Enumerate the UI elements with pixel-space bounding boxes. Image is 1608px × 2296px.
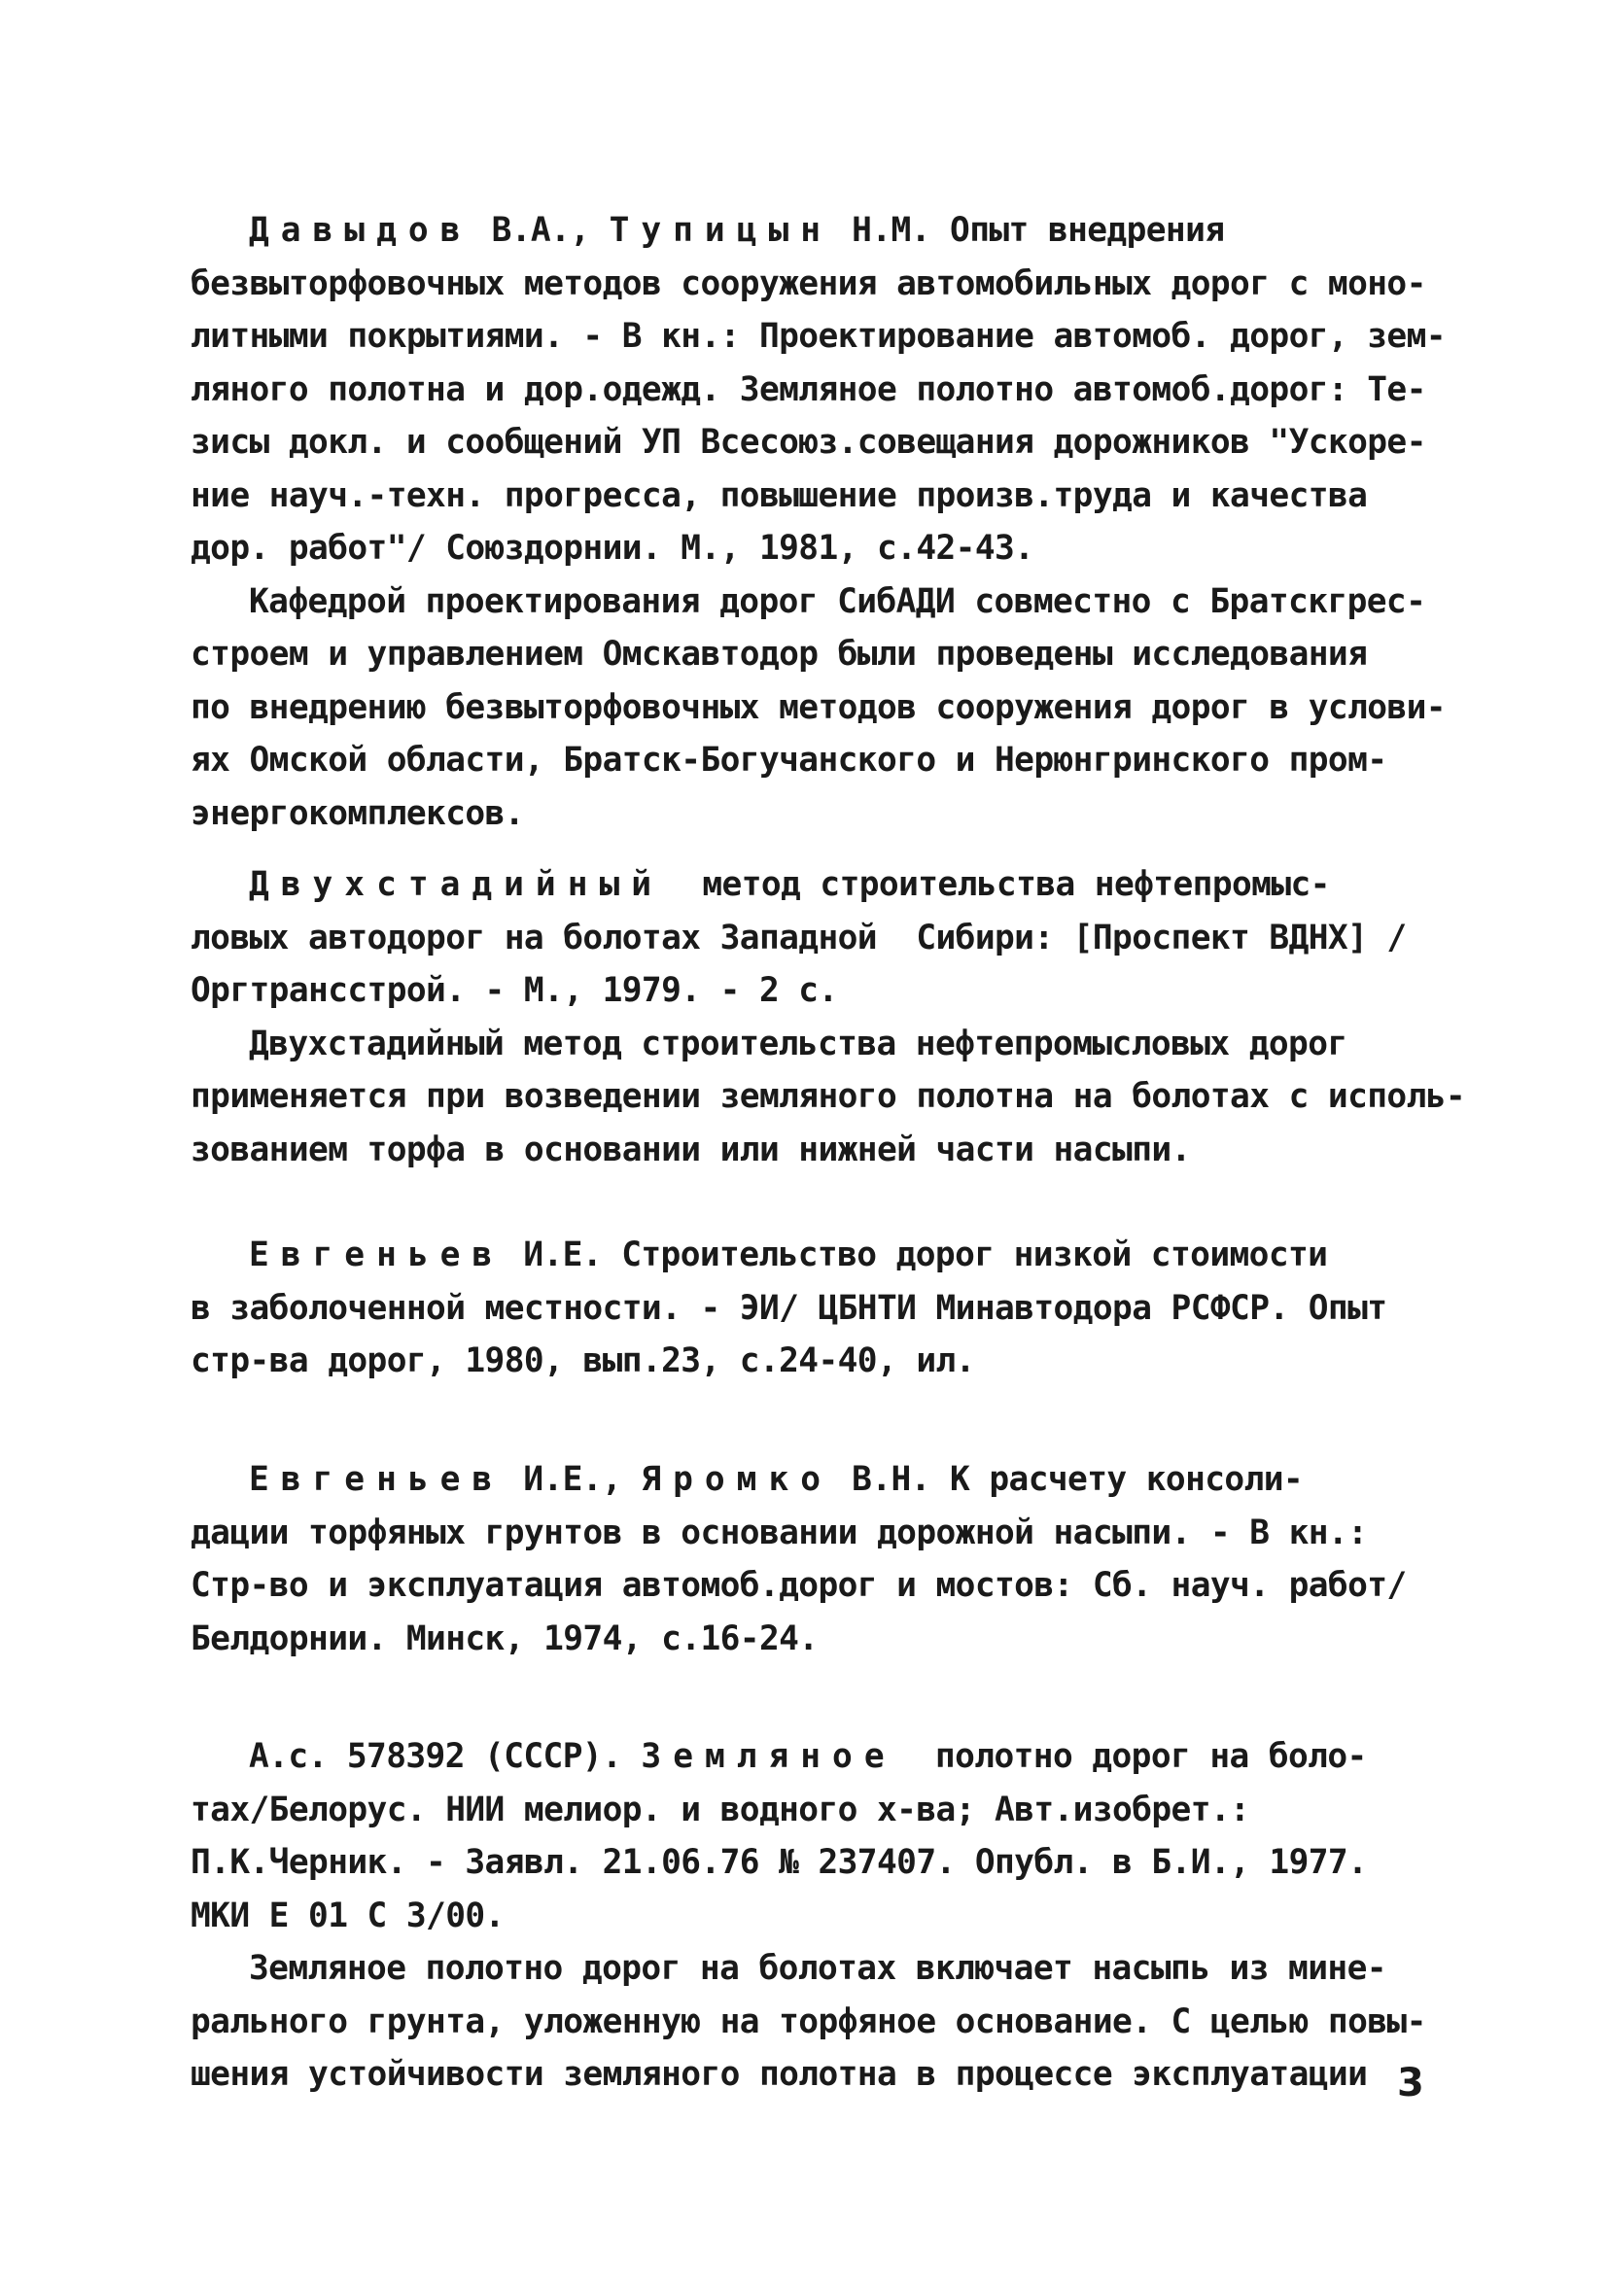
citation-line <box>191 1453 1484 1507</box>
citation-line: ляного полотна и дор.одежд. Земляное полотно автомоб.дорог: Те- <box>191 369 1426 409</box>
annotation-line: ях Омской области, Братск-Богучанского и Нерюнгринского пром- <box>191 741 1387 780</box>
annotation-line: энергокомплексов. <box>191 793 524 833</box>
annotation-line: Кафедрой проектирования дорог СибАДИ совместно с Братскгрес- <box>249 581 1426 621</box>
annotation-line: применяется при возведении земляного полотна на болотах с исполь- <box>191 1077 1466 1116</box>
author-name: Яромко <box>641 1460 832 1499</box>
citation-text: полотно дорог на боло- <box>895 1737 1367 1776</box>
citation-text: А.с. 578392 (СССР). <box>249 1737 642 1776</box>
title-word: Двухстадийный <box>249 865 664 904</box>
annotation-line: Двухстадийный метод строительства нефтепромысловых дорог <box>249 1024 1347 1063</box>
bibliography-entry <box>191 858 1484 1176</box>
bibliography-entry <box>191 204 1484 840</box>
citation-line: ние науч.-техн. прогресса, повышение произв.труда и качества <box>191 475 1368 515</box>
annotation-line: рального грунта, уложенную на торфяное основание. С целью повы- <box>191 2001 1426 2041</box>
annotation-line: шения устойчивости земляного полотна в процессе эксплуатации <box>191 2055 1368 2094</box>
citation-text: И.Е., <box>504 1460 642 1499</box>
title-word: Земляное <box>641 1737 896 1776</box>
citation-line: Стр-во и эксплуатация автомоб.дорог и мостов: Сб. науч. работ/ <box>191 1566 1407 1605</box>
citation-line <box>191 1730 1484 1784</box>
citation-text: В.А., <box>472 211 610 250</box>
annotation-line: строем и управлением Омскавтодор были проведены исследования <box>191 635 1368 674</box>
citation-line: Белдорнии. Минск, 1974, с.16-24. <box>191 1618 819 1658</box>
citation-text: метод строительства нефтепромыс- <box>663 865 1330 904</box>
annotation-line: по внедрению безвыторфовочных методов сооружения дорог в услови- <box>191 687 1446 727</box>
author-name: Евгеньев <box>249 1460 505 1499</box>
citation-line <box>191 858 1484 912</box>
citation-line: ловых автодорог на болотах Западной Сибири: [Проспект ВДНХ] / <box>191 918 1407 957</box>
citation-line: Оргтрансстрой. - М., 1979. - 2 с. <box>191 971 838 1010</box>
citation-text: Н.М. Опыт внедрения <box>832 211 1225 250</box>
citation-text: В.Н. К расчету консоли- <box>832 1460 1304 1499</box>
citation-line: П.К.Черник. - Заявл. 21.06.76 № 237407. Опубл. в Б.И., 1977. <box>191 1843 1368 1882</box>
bibliography-entry <box>191 1453 1484 1665</box>
page-number: 3 <box>1397 2061 1424 2105</box>
citation-line <box>191 1229 1484 1282</box>
bibliography-entry <box>191 1730 1484 2102</box>
author-name: Давыдов <box>249 211 472 250</box>
bibliography-entry <box>191 1229 1484 1388</box>
annotation-line: Земляное полотно дорог на болотах включает насыпь из мине- <box>249 1949 1386 1988</box>
citation-line: в заболоченной местности. - ЭИ/ ЦБНТИ Минавтодора РСФСР. Опыт <box>191 1288 1387 1328</box>
citation-line: тах/Белорус. НИИ мелиор. и водного х-ва; Авт.изобрет.: <box>191 1790 1250 1829</box>
citation-line: литными покрытиями. - В кн.: Проектирование автомоб. дорог, зем- <box>191 317 1446 356</box>
citation-line: стр-ва дорог, 1980, вып.23, с.24-40, ил. <box>191 1341 975 1380</box>
annotation-line: зованием торфа в основании или нижней части насыпи. <box>191 1130 1191 1169</box>
citation-line <box>191 204 1484 258</box>
citation-line: зисы докл. и сообщений УП Всесоюз.совещания дорожников "Ускоре- <box>191 423 1426 462</box>
citation-line: дации торфяных грунтов в основании дорожной насыпи. - В кн.: <box>191 1513 1368 1552</box>
citation-line: безвыторфовочных методов сооружения автомобильных дорог с моно- <box>191 263 1426 303</box>
citation-line: дор. работ"/ Союздорнии. М., 1981, с.42-43. <box>191 529 1034 568</box>
citation-line: МКИ Е 01 С 3/00. <box>191 1896 505 1935</box>
citation-text: И.Е. Строительство дорог низкой стоимости <box>504 1235 1328 1274</box>
author-name: Тупицын <box>609 211 833 250</box>
author-name: Евгеньев <box>249 1235 505 1274</box>
